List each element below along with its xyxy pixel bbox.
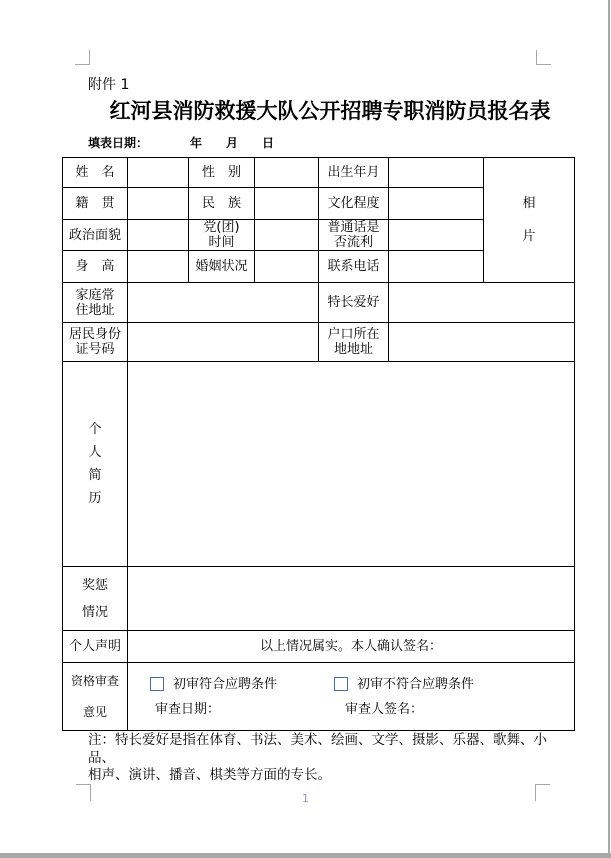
gender-value-cell[interactable] xyxy=(255,158,319,188)
political-status-label: 政治面貌 xyxy=(63,220,128,251)
page-bottom-edge xyxy=(0,853,611,858)
page-right-edge xyxy=(608,0,610,858)
resume-label-char-2: 人 xyxy=(88,445,102,460)
hukou-address-label: 户口所在 地地址 xyxy=(319,323,389,362)
phone-value-cell[interactable] xyxy=(389,251,484,283)
ethnicity-label: 民 族 xyxy=(189,188,255,220)
declaration-label: 个人声明 xyxy=(63,631,128,663)
footnote xyxy=(88,732,568,785)
declaration-text-cell[interactable]: 以上情况属实。本人确认签名： xyxy=(128,631,575,663)
political-status-value-cell[interactable] xyxy=(128,220,189,251)
fill-date-line: 填表日期： 年 月 日 xyxy=(88,136,275,150)
hobby-label: 特长爱好 xyxy=(319,283,389,323)
rewards-punishments-value-cell[interactable] xyxy=(128,567,575,631)
pass-checkbox[interactable] xyxy=(150,677,164,691)
party-join-time-value-cell[interactable] xyxy=(255,220,319,251)
id-number-label: 居民身份 证号码 xyxy=(63,323,128,362)
review-date-label: 审查日期： xyxy=(155,701,221,717)
education-value-cell[interactable] xyxy=(389,188,484,220)
phone-label: 联系电话 xyxy=(319,251,389,283)
resume-label-char-1: 个 xyxy=(88,422,102,437)
education-label: 文化程度 xyxy=(319,188,389,220)
pass-option-label: 初审符合应聘条件 xyxy=(173,676,278,692)
mandarin-fluency-value-cell[interactable] xyxy=(389,220,484,251)
resume-value-cell[interactable] xyxy=(128,362,575,567)
application-form-table xyxy=(62,157,575,731)
mandarin-fluency-label: 普通话是 否流利 xyxy=(319,220,389,251)
fail-option-label: 初审不符合应聘条件 xyxy=(357,676,475,692)
photo-label-char-1: 相 xyxy=(522,196,536,211)
id-number-value-cell[interactable] xyxy=(128,323,319,362)
hukou-address-value-cell[interactable] xyxy=(389,323,575,362)
photo-cell[interactable] xyxy=(484,158,575,283)
page-number: 1 xyxy=(302,792,309,805)
name-label: 姓 名 xyxy=(63,158,128,188)
reviewer-signature-label: 审查人签名： xyxy=(345,701,424,717)
margin-crop-mark-top-right xyxy=(536,50,551,65)
footnote-line-2: 相声、演讲、播音、棋类等方面的专长。 xyxy=(88,767,331,783)
rewards-punishments-label: 奖惩 情况 xyxy=(63,567,128,631)
birth-date-value-cell[interactable] xyxy=(389,158,484,188)
resume-label-char-4: 历 xyxy=(88,491,102,506)
home-address-value-cell[interactable] xyxy=(128,283,319,323)
native-place-value-cell[interactable] xyxy=(128,188,189,220)
resume-label-char-3: 简 xyxy=(88,468,102,483)
attachment-label: 附件 1 xyxy=(88,77,130,93)
hobby-value-cell[interactable] xyxy=(389,283,575,323)
home-address-label: 家庭常 住地址 xyxy=(63,283,128,323)
qualification-review-label: 资格审查 意见 xyxy=(63,663,128,731)
name-value-cell[interactable] xyxy=(128,158,189,188)
birth-date-label: 出生年月 xyxy=(319,158,389,188)
party-join-time-label: 党(团) 时间 xyxy=(189,220,255,251)
margin-crop-mark-top-left xyxy=(75,50,90,65)
qualification-review-cell xyxy=(128,663,575,731)
height-value-cell[interactable] xyxy=(128,251,189,283)
ethnicity-value-cell[interactable] xyxy=(255,188,319,220)
native-place-label: 籍 贯 xyxy=(63,188,128,220)
photo-label-char-2: 片 xyxy=(522,229,536,244)
footnote-line-1: 注：特长爱好是指在体育、书法、美术、绘画、文学、摄影、乐器、歌舞、小品、 xyxy=(88,732,547,766)
fail-checkbox[interactable] xyxy=(334,677,348,691)
height-label: 身 高 xyxy=(63,251,128,283)
resume-label xyxy=(63,362,128,567)
marital-status-value-cell[interactable] xyxy=(255,251,319,283)
gender-label: 性 别 xyxy=(189,158,255,188)
marital-status-label: 婚姻状况 xyxy=(189,251,255,283)
page-title: 红河县消防救援大队公开招聘专职消防员报名表 xyxy=(109,99,551,123)
